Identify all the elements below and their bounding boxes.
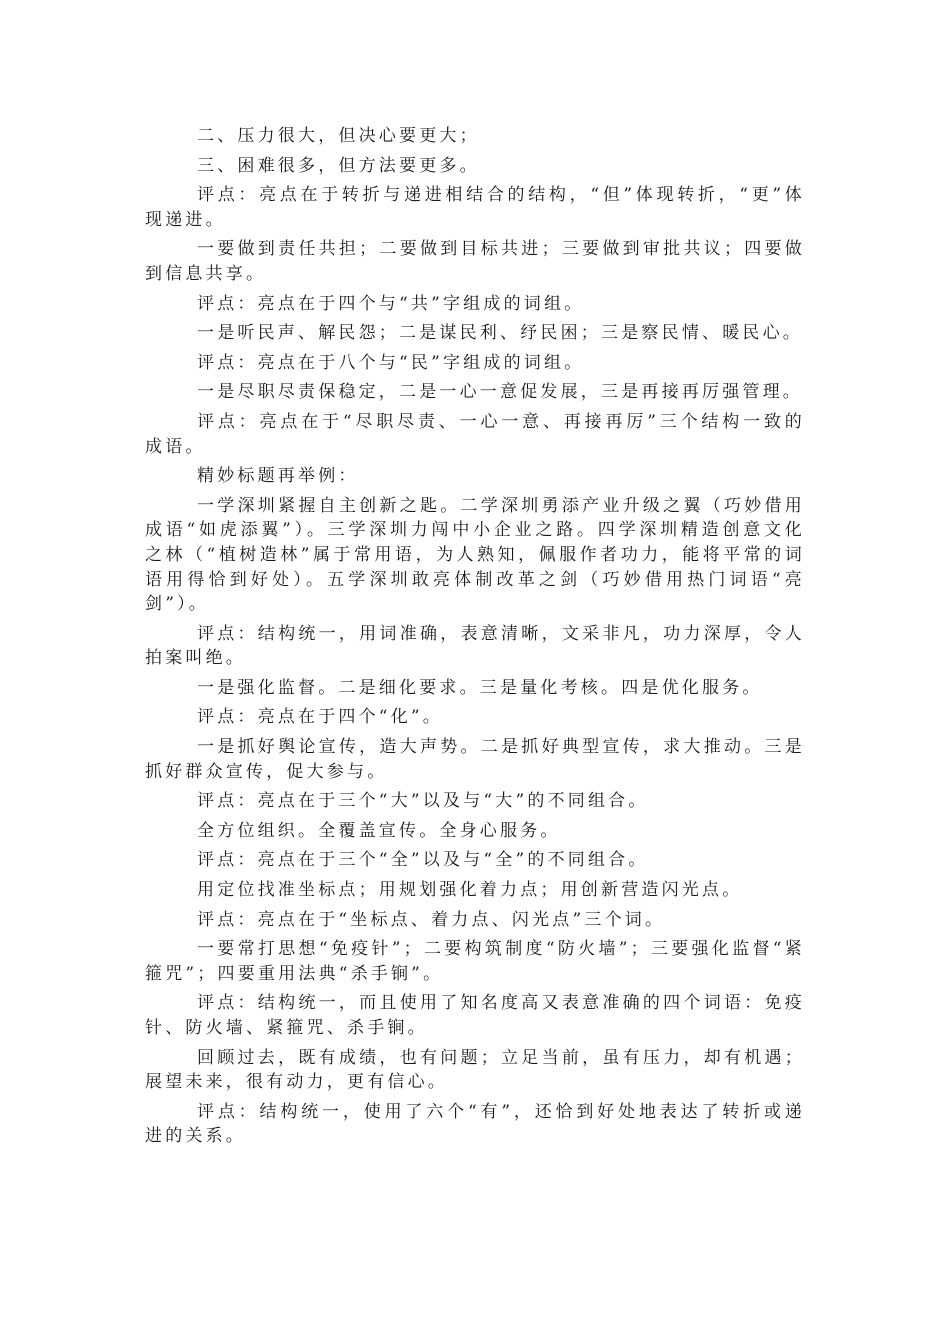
paragraph: 评点：结构统一，使用了六个“有”，还恰到好处地表达了转折或递进的关系。 [145, 1101, 805, 1147]
paragraph: 二、压力很大，但决心要更大； [197, 126, 480, 146]
paragraph: 一是强化监督。二是细化要求。三是量化考核。四是优化服务。 [197, 677, 763, 698]
document-body [145, 124, 805, 1154]
paragraph: 一要做到责任共担；二要做到目标共进；三要做到审批共议；四要做到信息共享。 [145, 239, 805, 284]
paragraph: 三、困难很多，但方法要更多。 [197, 155, 480, 176]
paragraph: 评点：亮点在于三个“大”以及与“大”的不同组合。 [197, 791, 649, 812]
paragraph: 评点：亮点在于四个“化”。 [197, 707, 443, 728]
paragraph: 一是听民声、解民怨；二是谋民利、纾民困；三是察民情、暖民心。 [197, 323, 803, 344]
paragraph: 一要常打思想“免疫针”；二要构筑制度“防火墙”；三要强化监督“紧箍咒”；四要重用法典“杀手锏”。 [145, 939, 805, 984]
paragraph: 评点：亮点在于四个与“共”字组成的词组。 [197, 293, 585, 314]
paragraph: 回顾过去，既有成绩，也有问题；立足当前，虽有压力，却有机遇；展望未来，很有动力，更有信心。 [145, 1047, 805, 1093]
paragraph: 评点：亮点在于“坐标点、着力点、闪光点”三个词。 [197, 909, 666, 930]
paragraph: 一是抓好舆论宣传，造大声势。二是抓好典型宣传，求大推动。三是抓好群众宣传，促大参与。 [145, 737, 805, 782]
paragraph: 评点：亮点在于三个“全”以及与“全”的不同组合。 [197, 850, 649, 871]
paragraph: 评点：结构统一，而且使用了知名度高又表意准确的四个词语：免疫针、防火墙、紧箍咒、杀手锏。 [145, 993, 805, 1038]
section-heading: 精妙标题再举例： [197, 466, 359, 487]
paragraph: 一是尽职尽责保稳定，二是一心一意促发展，三是再接再厉强管理。 [197, 382, 803, 403]
paragraph: 一学深圳紧握自主创新之匙。二学深圳勇添产业升级之翼（巧妙借用成语“如虎添翼”）。三学深圳力闯中小企业之路。四学深圳精造创意文化之林（“植树造林”属于常用语，为人熟知，佩服作者功力，能将平常的词语用得恰到好处）。五学深圳敢亮体制改革之剑（巧妙借用热门词语“亮剑”）。 [145, 495, 805, 615]
paragraph: 全方位组织。全覆盖宣传。全身心服务。 [197, 820, 561, 841]
paragraph: 评点：亮点在于转折与递进相结合的结构，“但”体现转折，“更”体现递进。 [145, 185, 805, 230]
paragraph: 评点：结构统一，用词准确，表意清晰，文采非凡，功力深厚，令人拍案叫绝。 [145, 623, 805, 669]
paragraph: 用定位找准坐标点；用规划强化着力点；用创新营造闪光点。 [197, 880, 743, 901]
paragraph: 评点：亮点在于“尽职尽责、一心一意、再接再厉”三个结构一致的成语。 [145, 411, 805, 457]
paragraph: 评点：亮点在于八个与“民”字组成的词组。 [197, 352, 585, 373]
